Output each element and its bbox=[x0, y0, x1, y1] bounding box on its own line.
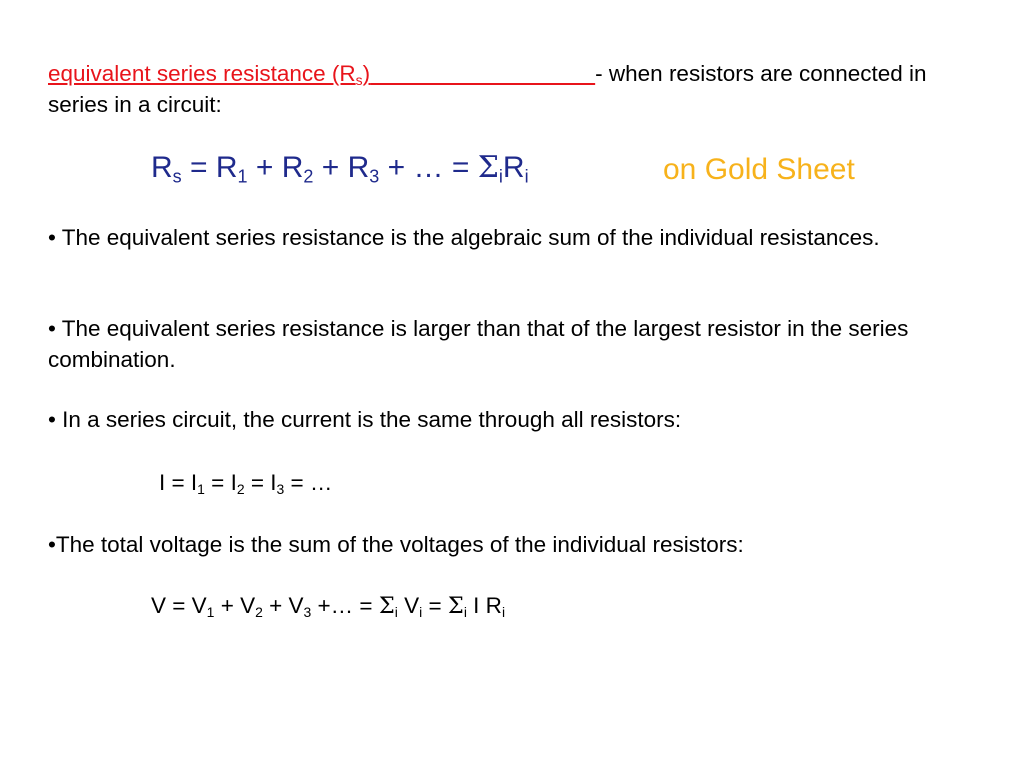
gold-sheet-note: on Gold Sheet bbox=[663, 153, 855, 186]
bullet-algebraic-sum: • The equivalent series resistance is the algebraic sum of the individual resistances. bbox=[48, 225, 880, 250]
definition-paragraph bbox=[48, 58, 978, 120]
sigma-symbol: Σ bbox=[447, 593, 464, 619]
bullet-same-current: • In a series circuit, the current is the same through all resistors: bbox=[48, 407, 682, 432]
definition-text: - when resistors are connected in series in a circuit: bbox=[48, 61, 927, 117]
current-equation: $I = I_1 = I_2 = I_3$ = … bbox=[159, 470, 333, 497]
sigma-symbol: Σ bbox=[477, 150, 499, 185]
sigma-symbol: Σ bbox=[378, 593, 395, 619]
series-resistance-equation: $R_s = R_1 + R_2 + R_3$ + … = $\Sigma_iR_i$ bbox=[151, 150, 529, 187]
bullet-larger-than-largest: • The equivalent series resistance is larger than that of the largest resistor in the series combination. bbox=[48, 316, 909, 372]
bullet-total-voltage: •The total voltage is the sum of the voltages of the individual resistors: bbox=[48, 532, 744, 557]
definition-term: equivalent series resistance $(R_s)$ bbox=[48, 61, 371, 88]
definition-underline-pad bbox=[370, 61, 595, 86]
voltage-equation: $V = V_1 + V_2 + V_3$ +… = $\Sigma_i$ $V_i = \Sigma_i$ I $R_i$ bbox=[151, 593, 506, 620]
